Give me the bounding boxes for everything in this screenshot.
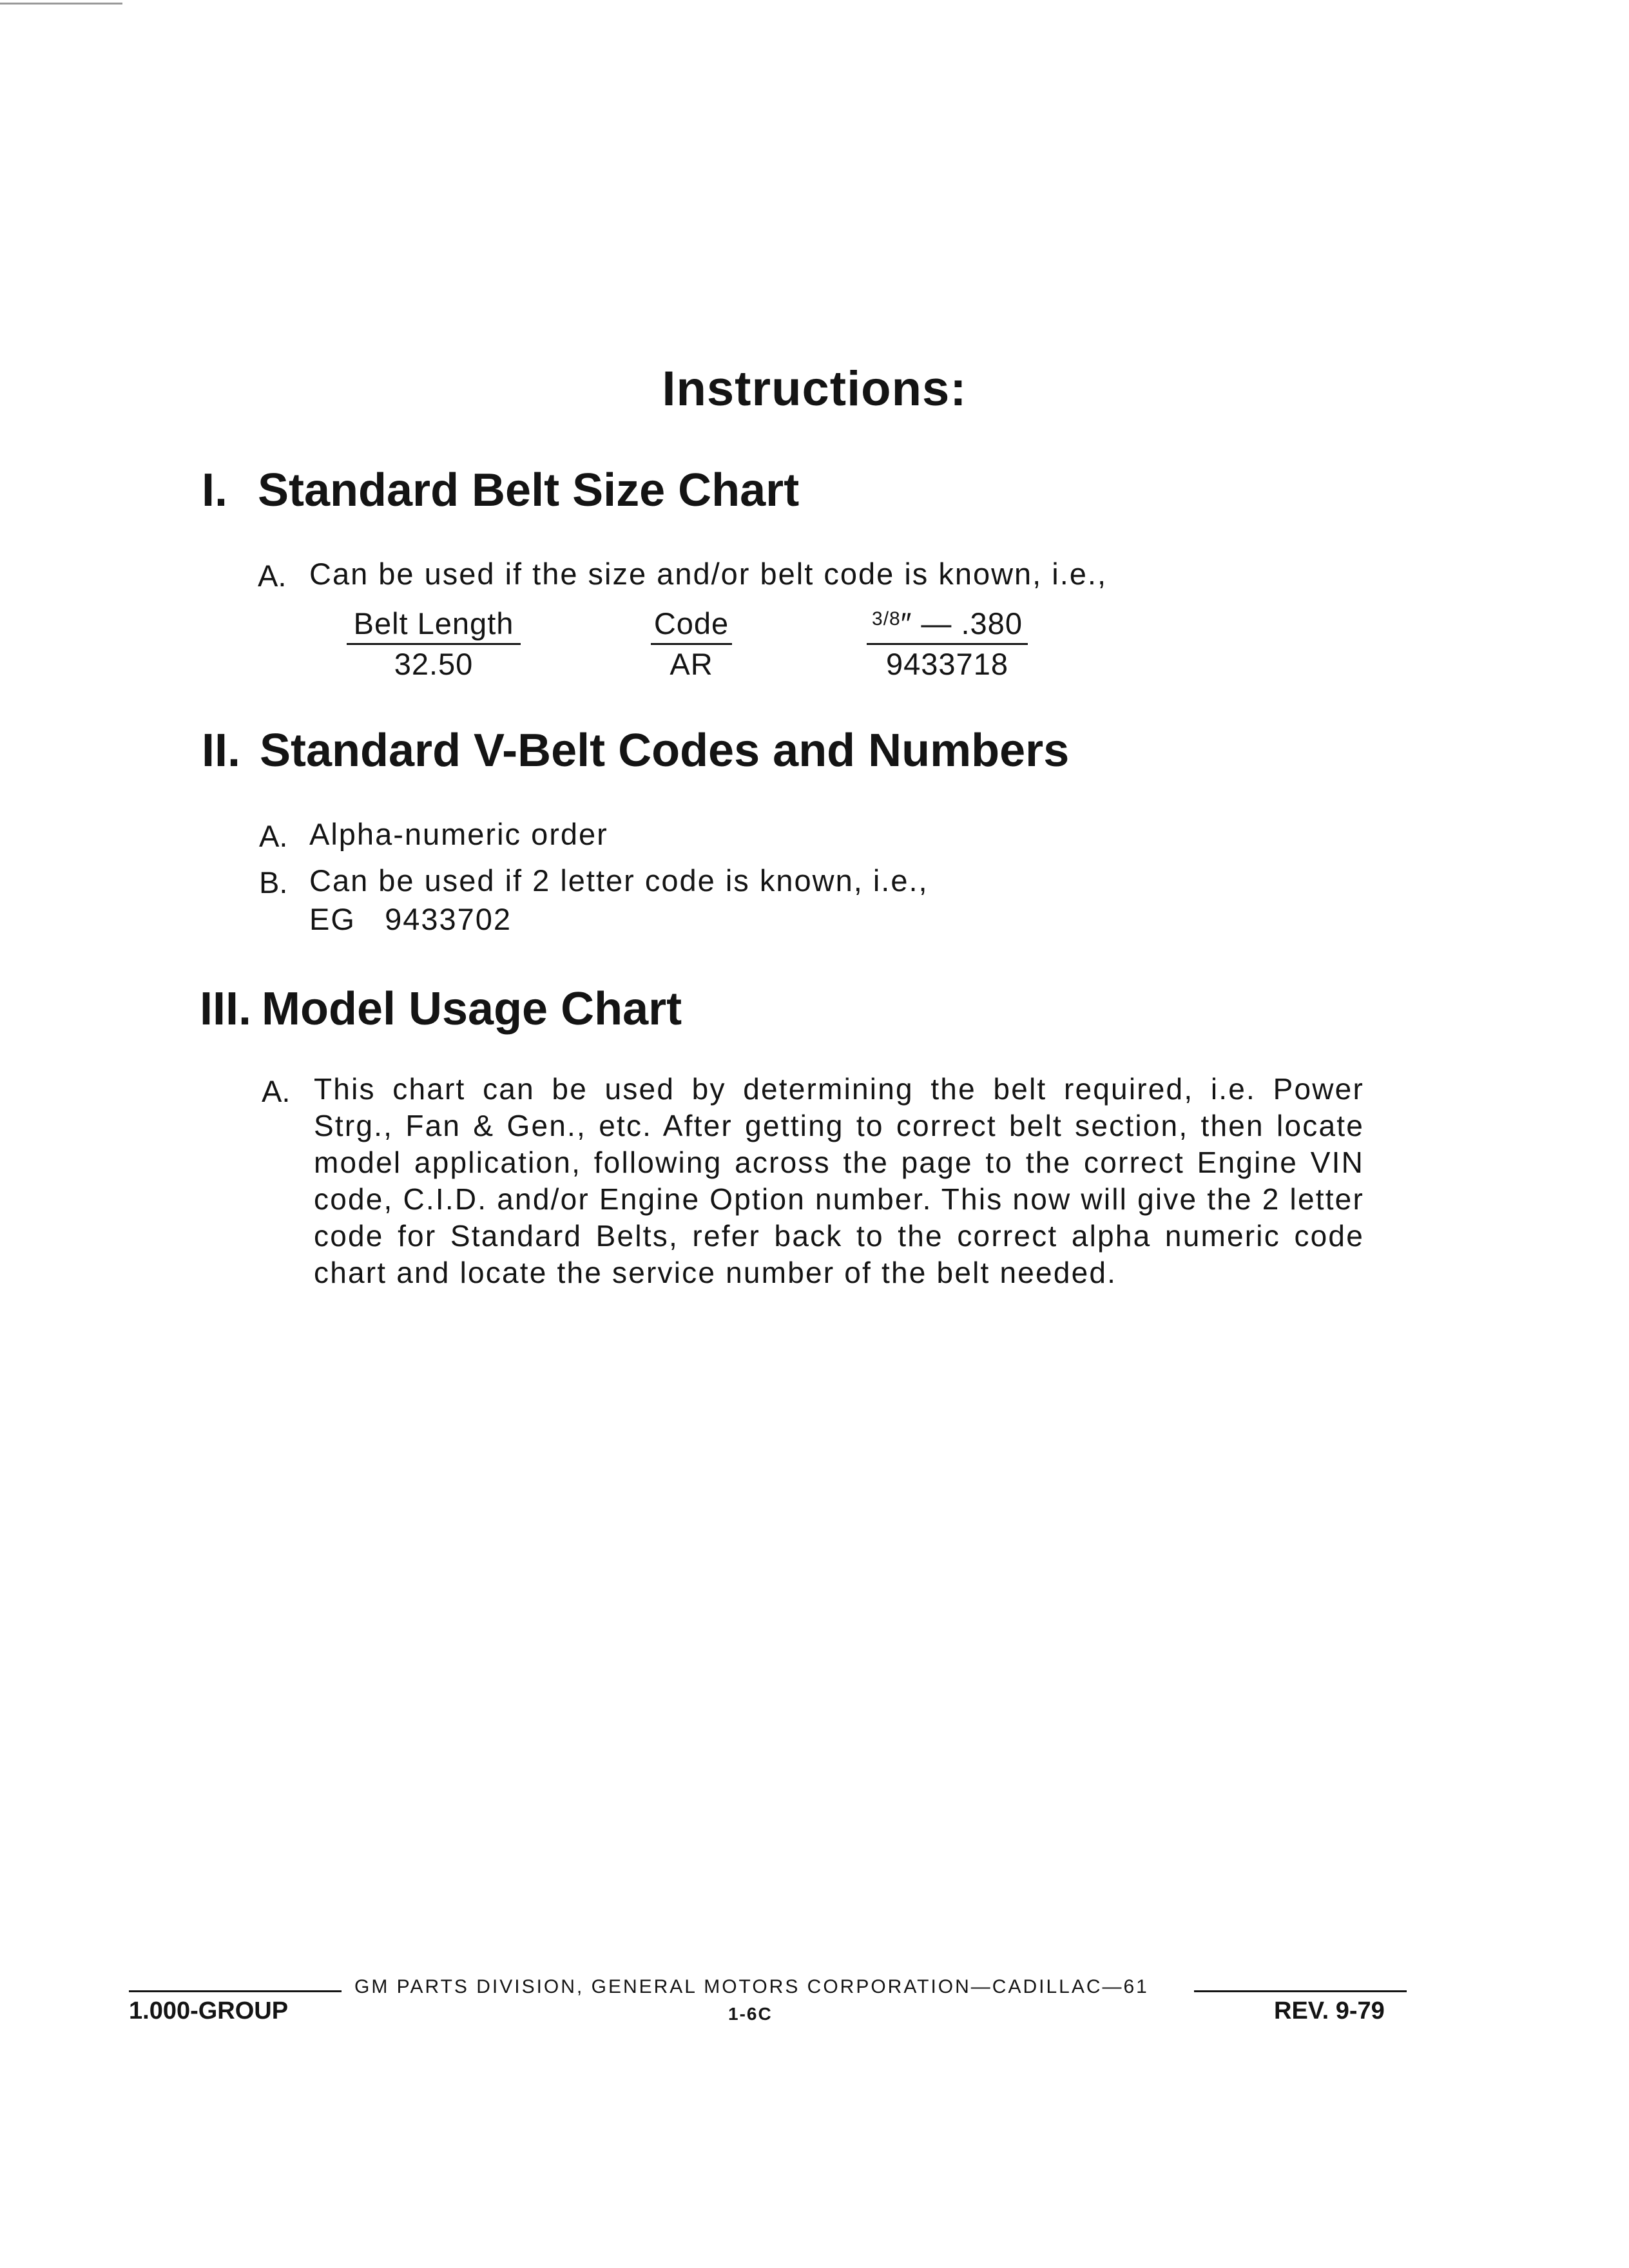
section-2-item-a-letter: A. bbox=[259, 819, 288, 853]
belt-length-header: Belt Length bbox=[353, 606, 514, 640]
part-number-header-rest: ″ — .380 bbox=[900, 606, 1023, 640]
footer-rule-left bbox=[129, 1990, 342, 1992]
belt-length-rule bbox=[347, 643, 521, 645]
belt-length-value: 32.50 bbox=[394, 647, 474, 681]
section-3-item-a-letter: A. bbox=[262, 1074, 291, 1108]
code-header: Code bbox=[653, 606, 729, 640]
section-3-item-a-text: This chart can be used by determining the belt required, i.e. Power Strg., Fan & Gen., etc. After getting to correct belt section, then locate model application, following across the page to the correct Engine VIN code, C.I.D. and/or Engine Option number. This now will give the 2 letter code for Standard Belts, refer back to the correct alpha numeric code chart and locate the service number of the belt needed. bbox=[314, 1072, 1364, 1289]
section-3-title: Model Usage Chart bbox=[262, 983, 682, 1035]
section-2-item-b-text: Can be used if 2 letter code is known, i.e., bbox=[309, 863, 929, 898]
belt-length-column bbox=[347, 606, 521, 682]
code-value: AR bbox=[670, 647, 713, 681]
scan-mark bbox=[0, 3, 122, 5]
section-1-item-a-text: Can be used if the size and/or belt code is known, i.e., bbox=[309, 557, 1108, 591]
section-2-item-a-text: Alpha-numeric order bbox=[309, 817, 608, 851]
part-number-value: 9433718 bbox=[886, 647, 1008, 681]
footer-page-number: 1-6C bbox=[728, 2004, 773, 2024]
part-number-column bbox=[867, 606, 1028, 682]
fraction-three-eighths: 3/8 bbox=[872, 608, 901, 629]
section-2-number: II. bbox=[201, 725, 240, 776]
footer-revision: REV. 9-79 bbox=[1274, 1997, 1385, 2024]
section-2-item-b-letter: B. bbox=[259, 865, 288, 899]
section-2-example-line: EG 9433702 bbox=[309, 902, 512, 936]
section-1-title: Standard Belt Size Chart bbox=[258, 465, 800, 516]
section-2-title: Standard V-Belt Codes and Numbers bbox=[260, 725, 1070, 776]
code-column bbox=[651, 606, 732, 682]
page-title: Instructions: bbox=[662, 361, 967, 416]
code-rule bbox=[651, 643, 732, 645]
footer-group-label: 1.000-GROUP bbox=[129, 1997, 289, 2024]
part-number-header bbox=[867, 606, 1028, 641]
footer-publisher-line: GM PARTS DIVISION, GENERAL MOTORS CORPORATION—CADILLAC—61 bbox=[354, 1976, 1149, 1997]
section-1-item-a-letter: A. bbox=[258, 559, 287, 593]
part-number-rule bbox=[867, 643, 1028, 645]
section-3-number: III. bbox=[199, 983, 251, 1035]
section-1-number: I. bbox=[201, 465, 227, 516]
footer-rule-right bbox=[1194, 1990, 1407, 1992]
